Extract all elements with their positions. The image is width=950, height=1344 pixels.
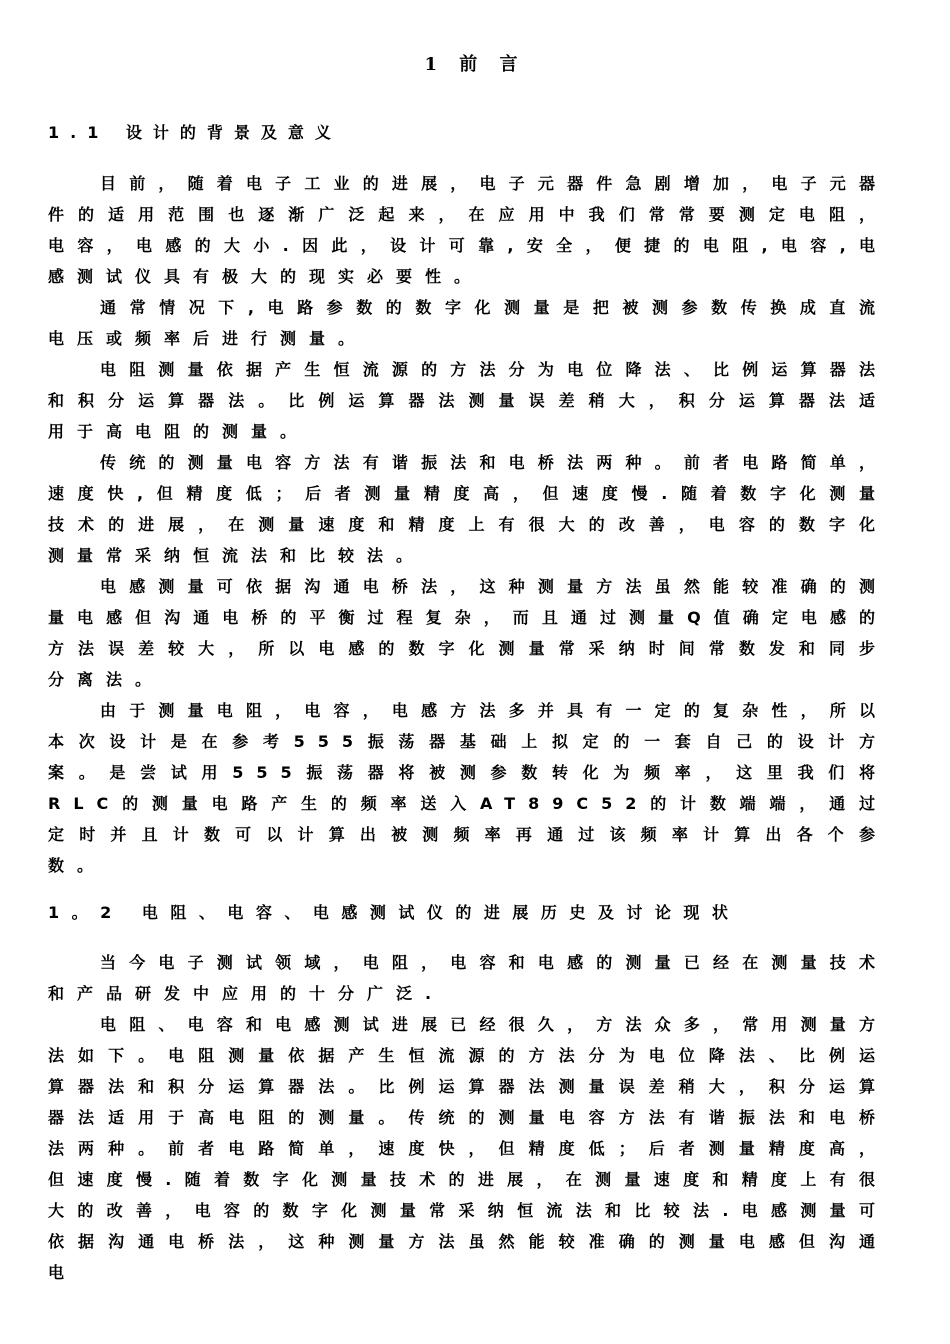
paragraph: 通常情况下,电路参数的数字化测量是把被测参数传换成直流电压或频率后进行测量。: [48, 298, 888, 348]
paragraph: 电阻测量依据产生恒流源的方法分为电位降法、比例运算器法和积分运算器法。比例运算器法测量误差稍大，积分运算器法适用于高电阻的测量。: [48, 360, 888, 441]
page-title: 1 前 言: [424, 54, 526, 75]
section-1-1-body: [48, 168, 888, 881]
section-heading-1-2: 1。2 电阻、电容、电感测试仪的进展历史及讨论现状: [48, 903, 741, 922]
section-1-2-body: [48, 947, 888, 1288]
paragraph: 当今电子测试领域，电阻，电容和电感的测量已经在测量技术和产品研发中应用的十分广泛.: [48, 953, 888, 1003]
paragraph: 电感测量可依据沟通电桥法，这种测量方法虽然能较准确的测量电感但沟通电桥的平衡过程复杂，而且通过测量Q值确定电感的方法误差较大，所以电感的数字化测量常采纳时间常数发和同步分离法。: [48, 577, 888, 689]
paragraph: 由于测量电阻，电容，电感方法多并具有一定的复杂性，所以本次设计是在参考555振荡器基础上拟定的一套自己的设计方案。是尝试用555振荡器将被测参数转化为频率，这里我们将RLC的测量电路产生的频率送入AT89C52的计数端端，通过定时并且计数可以计算出被测频率再通过该频率计算出各个参数。: [48, 701, 888, 875]
paragraph: 电阻、电容和电感测试进展已经很久，方法众多，常用测量方法如下。电阻测量依据产生恒流源的方法分为电位降法、比例运算器法和积分运算器法。比例运算器法测量误差稍大，积分运算器法适用于高电阻的测量。传统的测量电容方法有谐振法和电桥法两种。前者电路简单，速度快，但精度低；后者测量精度高，但速度慢.随着数字化测量技术的进展，在测量速度和精度上有很大的改善，电容的数字化测量常采纳恒流法和比较法.电感测量可依据沟通电桥法，这种测量方法虽然能较准确的测量电感但沟通电: [48, 1015, 888, 1282]
paragraph: 目前，随着电子工业的进展，电子元器件急剧增加，电子元器件的适用范围也逐渐广泛起来，在应用中我们常常要测定电阻，电容，电感的大小.因此，设计可靠,安全，便捷的电阻,电容,电感测试仪具有极大的现实必要性。: [48, 174, 888, 286]
section-heading-1-1: 1.1 设计的背景及意义: [48, 123, 342, 142]
paragraph: 传统的测量电容方法有谐振法和电桥法两种。前者电路简单，速度快,但精度低；后者测量精度高，但速度慢.随着数字化测量技术的进展，在测量速度和精度上有很大的改善，电容的数字化测量常采纳恒流法和比较法。: [48, 453, 888, 565]
